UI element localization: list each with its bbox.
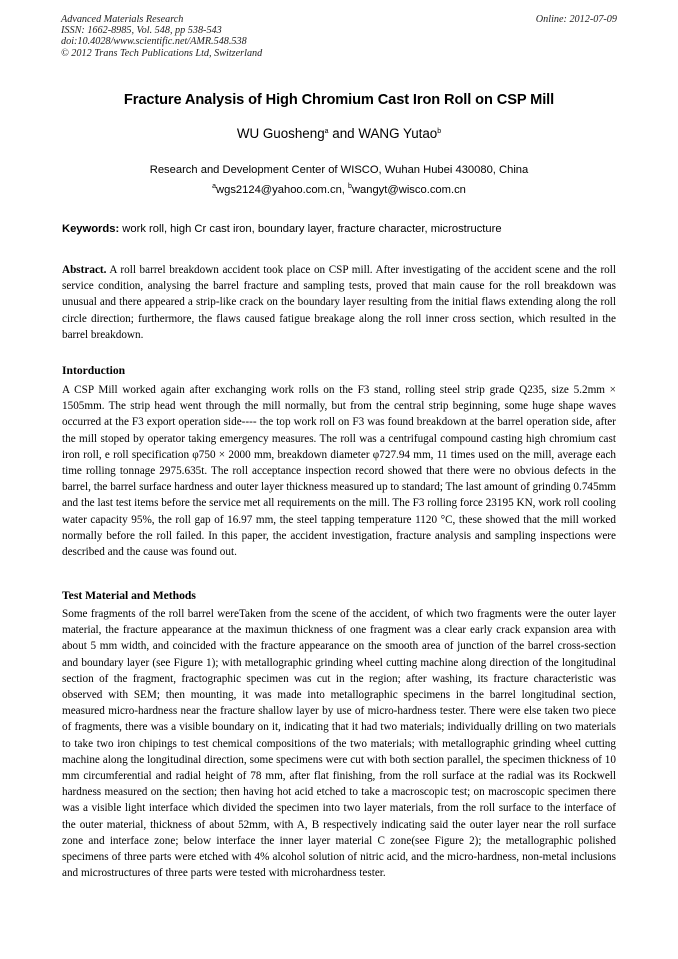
intro-heading: Intorduction [62, 364, 126, 377]
journal-info [61, 14, 617, 59]
journal-name: Advanced Materials Research [61, 14, 184, 25]
copyright-line: © 2012 Trans Tech Publications Ltd, Switzerland [61, 47, 263, 59]
author-1: WU Guosheng [236, 126, 325, 141]
doi-line: doi:10.4028/www.scientific.net/AMR.548.538 [61, 36, 247, 48]
email-a-mark: a [212, 183, 217, 190]
email-b: wangyt@wisco.com.cn [351, 184, 466, 196]
abstract-text: A roll barrel breakdown accident took place on CSP mill. After investigating of the accident scene and the roll service condition, analysing the barrel fracture and sampling tests, proved that main cause for the roll breakdown was unusual and there appeared a strip-like crack on the boundary layer resulting from the initial flaws extending along the roll circle direction; furthermore, the flaws caused fatigue breakage along the roll inner cross section, which resulted in the barrel breakdown. [62, 264, 616, 341]
paper-title: Fracture Analysis of High Chromium Cast Iron Roll on CSP Mill [123, 92, 555, 108]
author-2: WANG Yutao [358, 126, 438, 141]
affiliation: Research and Development Center of WISCO, Wuhan Hubei 430080, China [149, 164, 529, 176]
author-2-mark: b [437, 128, 442, 135]
methods-paragraph: Some fragments of the roll barrel wereTaken from the scene of the accident, of which two fragments were the outer layer material, the fracture appearance at the maximun thickness of one fragment was a clear early crack expansion area with about 5 mm width, and coincided with the fracture appearance on the smooth area of junction of the barrel cross-section and boundary layer (see Figure 1); with metallographic grinding wheel cutting machine along direction of the longitudinal section of the fragment, fractographic specimen was cut in the region; after washing, its fracture characteristic was observed with SEM; then mounting, it was made into metallographic specimens in the barrel longitudinal section, measured micro-hardness near the fracture shallow layer by use of micro-hardness tester. There were else taken two piece of fragments, there was a visible boundary on it, indicating that it had two materials; individually drilling on two materials to take two iron chipings to test chemical compositions of the two materials; with metallographic grinding wheel cutting machine along the longitudinal direction, some specimens were cut with both section parallel, the specimen thickness of 10 mm circumferential and radial height of 78 mm, after flat finishing, from the roll surface at the radial was its Rockwell hardness measured on the section; then having hot acid etched to take a macroscopic test; on macroscopic specimen there was a visible light interface which divided the specimen into two layer materials, from the roll surface to the interface of the outer material, thickness of about 52mm, with A, B respectively indicating said the outer layer near the roll surface zone and interface zone; below interface the inner layer material C zone(see Figure 2); the metallographic polished specimens of three parts were etched with 4% alcohol solution of nitric acid, and the micro-hardness, non-metal inclusions and microstructures of three parts were tested with microhardness tester. [62, 608, 616, 880]
abstract [62, 262, 616, 343]
keywords [62, 223, 622, 235]
intro-paragraph: A CSP Mill worked again after exchanging work rolls on the F3 stand, rolling steel strip grade Q235, size 5.2mm × 1505mm. The strip head went through the mill normally, but from the central strip beginning, some huge shape waves occurred at the F3 export operation side---- the top work roll on F3 was found breakdown at the barrel operation side, after the mill stoped by operator taking emergency measures. The roll was a centrifugal compound casting high chromium cast iron roll, e roll specification φ750 × 2000 mm, breakdown diameter φ727.94 mm, 11 times used on the mill, average each time rolling tonnage 2975.635t. The roll acceptance inspection record showed that there were no obvious defects in the barrel, the barrel surface hardness and outer layer thickness measured up to standard; The last amount of grinding 0.745mm and the last test items before the service met all requirements on the mill. The F3 rolling force 23195 KN, work roll cooling water capacity 95%, the roll gap of 16.97 mm, the steel tapping temperature 1120 °C, these showed that the mill worked normally before the roll failed. In this paper, the accident investigation, fracture analysis and sampling inspections were described and the cause was found out. [62, 384, 616, 559]
issn-line: ISSN: 1662-8985, Vol. 548, pp 538-543 [61, 25, 222, 37]
online-date: Online: 2012-07-09 [535, 14, 617, 25]
author-1-mark: a [324, 128, 329, 135]
journal-header [61, 14, 617, 59]
email-a: wgs2124@yahoo.com.cn, [216, 184, 349, 196]
author-and: and [328, 126, 359, 141]
methods-heading: Test Material and Methods [62, 589, 196, 602]
keywords-label: Keywords: [62, 223, 120, 235]
keywords-text: work roll, high Cr cast iron, boundary layer, fracture character, microstructure [119, 223, 502, 235]
author-line [40, 126, 638, 141]
abstract-label: Abstract. [62, 264, 107, 276]
email-line [40, 184, 638, 196]
email-b-mark: b [348, 183, 352, 190]
